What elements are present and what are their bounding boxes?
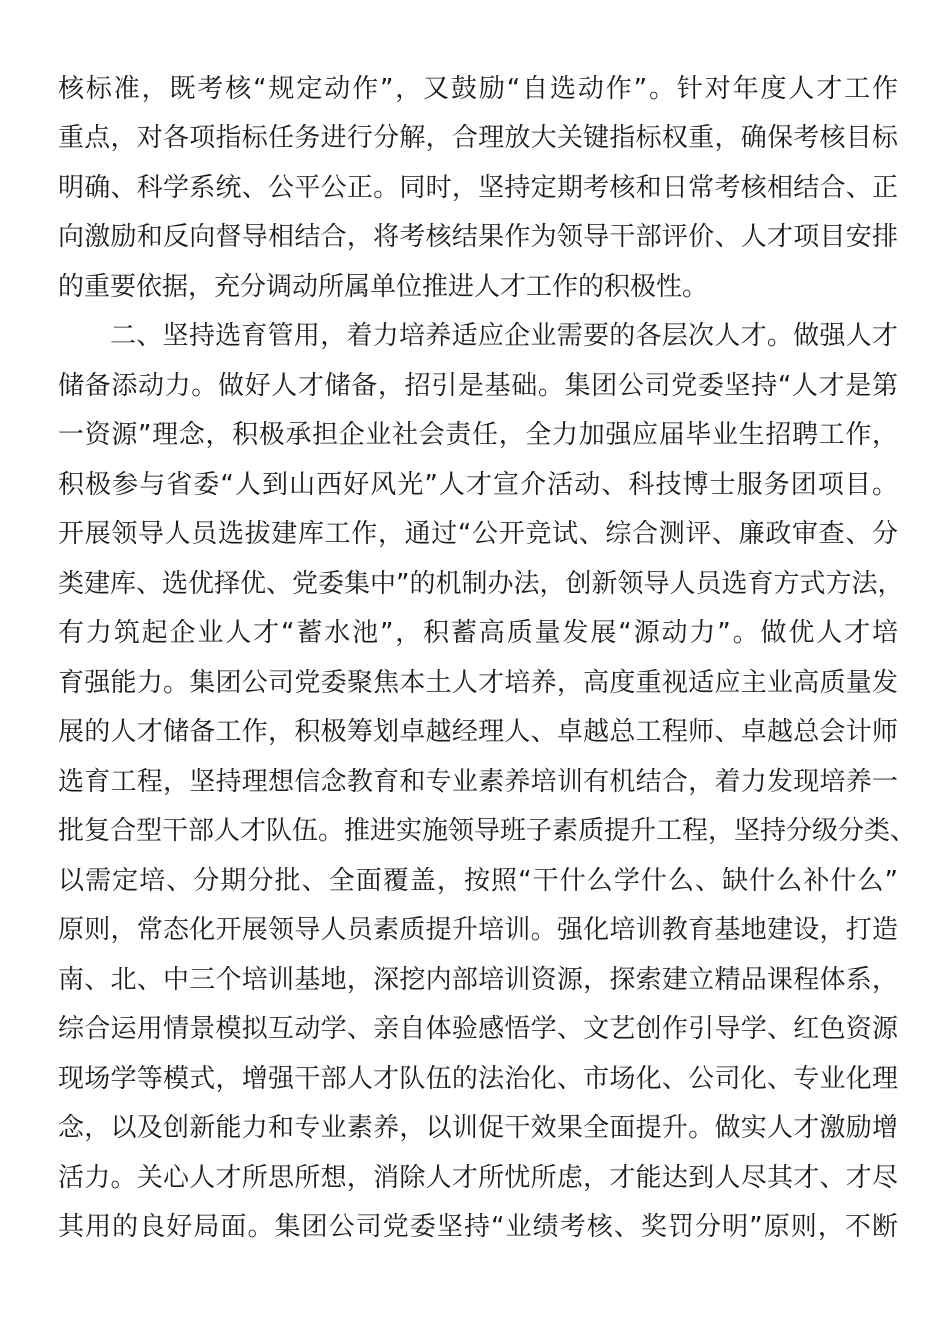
text-line-14: 展的人才储备工作，积极筹划卓越经理人、卓越总工程师、卓越总会计师	[58, 717, 898, 747]
paragraph-heading-line: 二、坚持选育管用，着力培养适应企业需要的各层次人才。做强人才	[110, 321, 898, 351]
text-line-23: 活力。关心人才所思所想，消除人才所忧所虑，才能达到人尽其才、才尽	[58, 1163, 898, 1193]
text-line-8: 一资源”理念，积极承担企业社会责任，全力加强应届毕业生招聘工作，	[58, 420, 898, 450]
text-line-10: 开展领导人员选拔建库工作，通过“公开竞试、综合测评、廉政审查、分	[58, 519, 898, 549]
text-line-19: 南、北、中三个培训基地，深挖内部培训资源，探索建立精品课程体系，	[58, 965, 898, 995]
text-line-4: 向激励和反向督导相结合，将考核结果作为领导干部评价、人才项目安排	[58, 222, 898, 252]
text-line-7: 储备添动力。做好人才储备，招引是基础。集团公司党委坚持“人才是第	[58, 371, 898, 401]
text-line-15: 选育工程，坚持理想信念教育和专业素养培训有机结合，着力发现培养一	[58, 767, 898, 797]
text-line-1: 核标准，既考核“规定动作”，又鼓励“自选动作”。针对年度人才工作	[58, 74, 898, 104]
text-line-18: 原则，常态化开展领导人员素质提升培训。强化培训教育基地建设，打造	[58, 915, 898, 945]
text-line-9: 积极参与省委“人到山西好风光”人才宣介活动、科技博士服务团项目。	[58, 470, 898, 500]
text-line-20: 综合运用情景模拟互动学、亲自体验感悟学、文艺创作引导学、红色资源	[58, 1014, 898, 1044]
text-line-11: 类建库、选优择优、党委集中”的机制办法，创新领导人员选育方式方法，	[58, 569, 904, 599]
text-line-12: 有力筑起企业人才“蓄水池”，积蓄高质量发展“源动力”。做优人才培	[58, 618, 898, 648]
text-line-2: 重点，对各项指标任务进行分解，合理放大关键指标权重，确保考核目标	[58, 123, 898, 153]
text-line-24: 其用的良好局面。集团公司党委坚持“业绩考核、奖罚分明”原则，不断	[58, 1212, 898, 1242]
text-line-5: 的重要依据，充分调动所属单位推进人才工作的积极性。	[58, 272, 709, 302]
text-line-21: 现场学等模式，增强干部人才队伍的法治化、市场化、公司化、专业化理	[58, 1064, 898, 1094]
text-line-17: 以需定培、分期分批、全面覆盖，按照“干什么学什么、缺什么补什么”	[58, 866, 898, 896]
text-line-13: 育强能力。集团公司党委聚焦本土人才培养，高度重视适应主业高质量发	[58, 668, 898, 698]
text-line-22: 念，以及创新能力和专业素养，以训促干效果全面提升。做实人才激励增	[58, 1113, 898, 1143]
text-line-16: 批复合型干部人才队伍。推进实施领导班子素质提升工程，坚持分级分类、	[58, 816, 917, 846]
text-line-3: 明确、科学系统、公平公正。同时，坚持定期考核和日常考核相结合、正	[58, 173, 898, 203]
